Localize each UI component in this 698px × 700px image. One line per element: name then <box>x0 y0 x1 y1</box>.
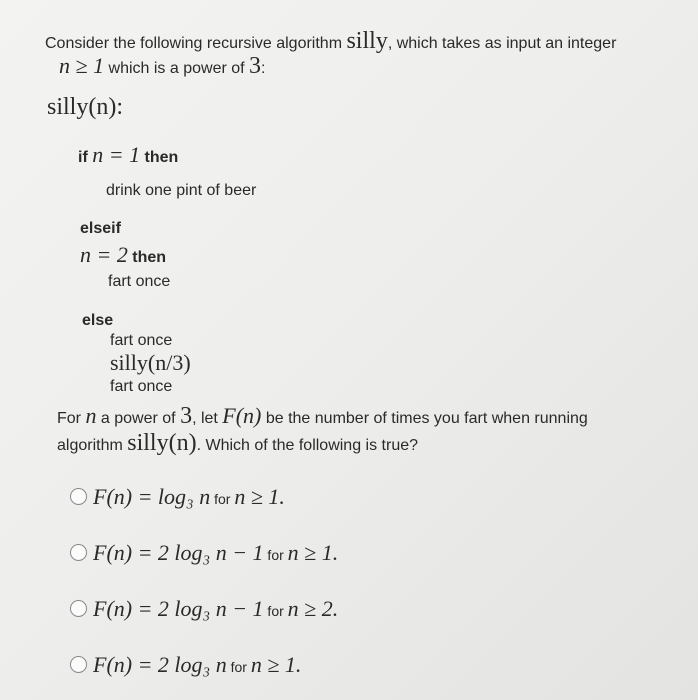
q-text: a power of <box>96 410 181 427</box>
intro-line-1 <box>45 28 616 55</box>
option-condition: n ≥ 1. <box>287 540 339 565</box>
q-silly: silly(n) <box>127 430 197 456</box>
option-condition: n ≥ 1. <box>234 484 285 509</box>
option-for: for <box>226 659 251 675</box>
elseif-condition: n = 2 <box>80 242 128 267</box>
q-text: algorithm <box>57 437 128 454</box>
algo-signature: silly(n): <box>47 94 123 120</box>
question-line-2 <box>57 430 418 457</box>
option-1[interactable] <box>70 484 285 510</box>
if-keyword: if <box>78 149 93 166</box>
recurse-line: silly(n/3) <box>110 350 191 375</box>
intro-line-2 <box>59 53 265 80</box>
intro-colon: : <box>261 60 266 77</box>
num-three: 3 <box>249 53 262 79</box>
q-Fn: F(n) <box>222 403 262 428</box>
question-line-1 <box>57 403 588 430</box>
then-keyword: then <box>140 149 179 166</box>
option-2[interactable] <box>70 540 338 566</box>
intro-line2-text: which is a power of <box>104 60 250 77</box>
drink-line: drink one pint of beer <box>106 182 257 199</box>
radio-button-icon[interactable] <box>70 656 87 673</box>
radio-button-icon[interactable] <box>70 488 87 505</box>
q-text: For <box>57 410 86 427</box>
option-for: for <box>263 603 288 619</box>
fart-line-2: fart once <box>110 332 173 349</box>
option-formula: F(n) = 2 log₃ n − 1 <box>93 596 264 621</box>
radio-button-icon[interactable] <box>70 600 87 617</box>
n-geq-1: n ≥ 1 <box>59 53 105 78</box>
q-text: . Which of the following is true? <box>196 437 419 454</box>
elseif-then: then <box>127 249 167 266</box>
if-condition: n = 1 <box>92 142 141 167</box>
intro-text-end: , which takes as input an integer <box>387 35 617 52</box>
q-three: 3 <box>180 403 193 429</box>
q-n: n <box>85 403 97 428</box>
option-condition: n ≥ 2. <box>287 596 339 621</box>
option-formula: F(n) = 2 log₃ n <box>93 652 227 677</box>
option-4[interactable] <box>70 652 301 678</box>
option-formula: F(n) = log₃ n <box>93 484 211 509</box>
func-name: silly <box>346 28 388 54</box>
option-3[interactable] <box>70 596 338 622</box>
elseif-keyword: elseif <box>80 220 121 237</box>
if-line <box>78 142 178 168</box>
option-formula: F(n) = 2 log₃ n − 1 <box>93 540 264 565</box>
fart-line-3: fart once <box>110 378 173 395</box>
option-condition: n ≥ 1. <box>250 652 302 677</box>
intro-text: Consider the following recursive algorithm <box>45 35 347 52</box>
option-for: for <box>210 491 235 507</box>
fart-line-1: fart once <box>108 273 171 290</box>
elseif-line <box>80 242 166 268</box>
q-text: , let <box>192 410 223 427</box>
q-text: be the number of times you fart when running <box>261 410 588 427</box>
else-keyword: else <box>82 312 114 329</box>
radio-button-icon[interactable] <box>70 544 87 561</box>
option-for: for <box>263 547 288 563</box>
